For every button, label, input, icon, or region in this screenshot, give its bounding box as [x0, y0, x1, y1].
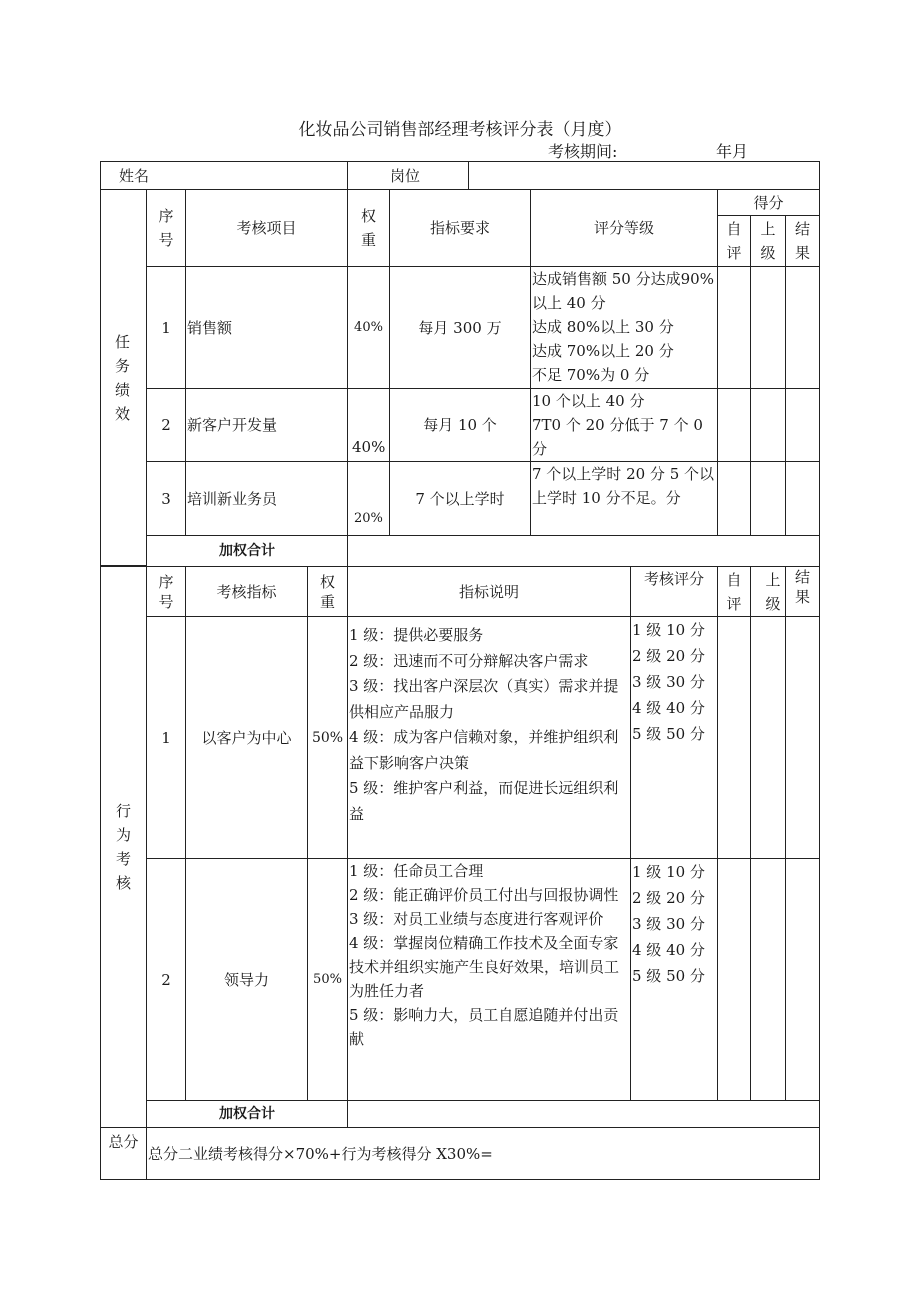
behavior-col-result: 结果 [785, 566, 820, 617]
behavior-col-indicator: 考核指标 [185, 566, 308, 617]
behavior-row-desc: 1 级：任命员工合理 2 级：能正确评价员工付出与回报协调性 3 级：对员工业绩与态度进行客观评价 4 级：掌握岗位精确工作技术及全面专家技术并组织实施产生良好效果，培训员工为胜任力者 5 级：影响力大，员工自愿追随并付出贡献 [347, 858, 631, 1101]
behavior-row-seq: 2 [146, 858, 186, 1101]
task-row-grade: 达成销售额 50 分达成90%以上 40 分 达成 80%以上 30 分 达成 70%以上 20 分 不足 70%为 0 分 [530, 266, 718, 389]
task-row-superior-score[interactable] [750, 266, 786, 389]
period-year-month: 年月 [716, 142, 749, 161]
task-row-weight: 40% [347, 266, 390, 389]
behavior-row-result-score[interactable] [785, 858, 820, 1101]
task-weighted-total-label: 加权合计 [146, 535, 348, 567]
behavior-row-superior-score[interactable] [750, 616, 786, 859]
task-row-weight-cell [347, 388, 390, 462]
task-section-label: 任务绩效 [100, 189, 147, 566]
task-row-requirement: 每月 10 个 [389, 388, 531, 462]
behavior-row-result-score[interactable] [785, 616, 820, 859]
task-row-self-score[interactable] [717, 461, 751, 536]
behavior-row-score-levels: 1 级 10 分 2 级 20 分 3 级 30 分 4 级 40 分 5 级 50 分 [630, 858, 718, 1101]
position-value-cell[interactable] [468, 161, 820, 190]
behavior-col-superior: 上级 [750, 566, 786, 617]
task-row-result-score[interactable] [785, 266, 820, 389]
task-row-grade: 7 个以上学时 20 分 5 个以上学时 10 分不足。分 [530, 461, 718, 536]
task-row-requirement: 每月 300 万 [389, 266, 531, 389]
task-weighted-total-value[interactable] [347, 535, 820, 567]
task-col-superior: 上级 [750, 215, 786, 267]
total-formula: 总分二业绩考核得分×70%+行为考核得分 X30%= [146, 1127, 820, 1180]
behavior-weighted-total-value[interactable] [347, 1100, 820, 1128]
task-col-result: 结果 [785, 215, 820, 267]
task-row-weight-cell [347, 461, 390, 536]
task-row-item: 销售额 [185, 266, 348, 389]
behavior-row-seq: 1 [146, 616, 186, 859]
task-row-seq: 3 [146, 461, 186, 536]
task-col-item: 考核项目 [185, 189, 348, 267]
task-row-result-score[interactable] [785, 461, 820, 536]
behavior-row-desc: 1 级：提供必要服务 2 级：迅速而不可分辩解决客户需求 3 级：找出客户深层次（真实）需求并提供相应产品服力 4 级：成为客户信赖对象，并维护组织利益下影响客户决策 5 级：维护客户利益，而促进长远组织利益 [347, 616, 631, 859]
period-label: 考核期间: [548, 142, 618, 161]
task-row-self-score[interactable] [717, 266, 751, 389]
behavior-row-indicator: 领导力 [185, 858, 308, 1101]
name-label: 姓名 [100, 161, 348, 190]
behavior-col-score: 考核评分 [630, 566, 718, 617]
behavior-row-superior-score[interactable] [750, 858, 786, 1101]
task-row-result-score[interactable] [785, 388, 820, 462]
task-row-grade: 10 个以上 40 分 7T0 个 20 分低于 7 个 0 分 [530, 388, 718, 462]
behavior-row-self-score[interactable] [717, 858, 751, 1101]
task-row-requirement: 7 个以上学时 [389, 461, 531, 536]
behavior-row-score-levels: 1 级 10 分 2 级 20 分 3 级 30 分 4 级 40 分 5 级 50 分 [630, 616, 718, 859]
behavior-row-indicator: 以客户为中心 [185, 616, 308, 859]
behavior-col-self: 自评 [717, 566, 751, 617]
behavior-section-label: 行为考核 [100, 566, 147, 1128]
behavior-col-seq: 序号 [146, 566, 186, 617]
task-col-weight: 权重 [347, 189, 390, 267]
task-col-seq: 序号 [146, 189, 186, 267]
total-label: 总分 [100, 1127, 147, 1180]
task-row-weight: 40% [352, 438, 386, 456]
task-row-item: 培训新业务员 [185, 461, 348, 536]
behavior-row-weight: 50% [307, 858, 348, 1101]
behavior-weighted-total-label: 加权合计 [146, 1100, 348, 1128]
behavior-row-self-score[interactable] [717, 616, 751, 859]
assessment-period [548, 139, 749, 162]
task-col-score: 得分 [717, 189, 820, 216]
task-row-weight: 20% [354, 511, 383, 526]
task-col-self: 自评 [717, 215, 751, 267]
behavior-col-weight: 权重 [307, 566, 348, 617]
task-row-seq: 2 [146, 388, 186, 462]
task-row-superior-score[interactable] [750, 388, 786, 462]
task-row-item: 新客户开发量 [185, 388, 348, 462]
task-row-superior-score[interactable] [750, 461, 786, 536]
task-col-requirement: 指标要求 [389, 189, 531, 267]
task-row-self-score[interactable] [717, 388, 751, 462]
behavior-row-weight: 50% [307, 616, 348, 859]
page-title: 化妆品公司销售部经理考核评分表（月度） [298, 120, 622, 140]
task-col-grade: 评分等级 [530, 189, 718, 267]
task-row-seq: 1 [146, 266, 186, 389]
position-label: 岗位 [347, 161, 469, 190]
behavior-col-desc: 指标说明 [347, 566, 631, 617]
